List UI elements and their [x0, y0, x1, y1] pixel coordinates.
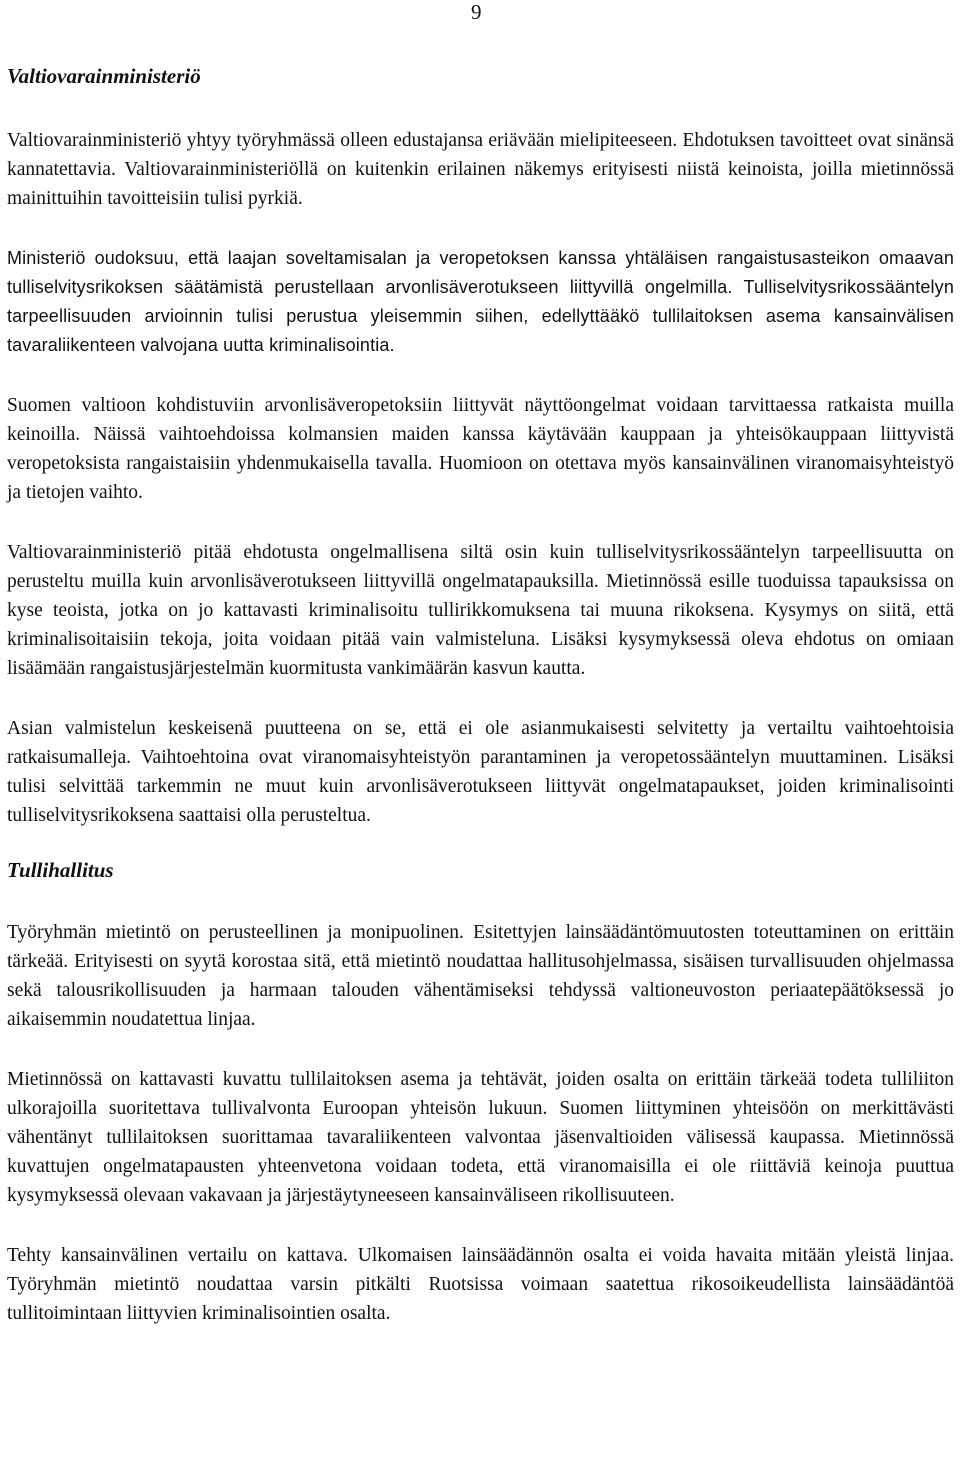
section-heading-tullihallitus: Tullihallitus — [7, 858, 114, 882]
paragraph: Suomen valtioon kohdistuviin arvonlisäveropetoksiin liittyvät näyttöongelmat voidaan tarvittaessa ratkaista muilla keinoilla. Näissä vaihtoehdoissa kolmansien maiden kanssa käytävään kauppaan ja yhteisökauppaan liittyvistä veropetoksista rangaistaisiin yhdenmukaisella tavalla. Huomioon on otettava myös kansainvälinen viranomaisyhteistyö ja tietojen vaihto. — [7, 395, 954, 503]
paragraph: Tehty kansainvälinen vertailu on kattava. Ulkomaisen lainsäädännön osalta ei voida havaita mitään yleistä linjaa. Työryhmän mietintö noudattaa varsin pitkälti Ruotsissa voimaan saatettua rikosoikeudellista lainsäädäntöä tullitoimintaan liittyvien kriminalisointien osalta. — [7, 1245, 954, 1324]
paragraph: Valtiovarainministeriö yhtyy työryhmässä olleen edustajansa eriävään mielipiteeseen. Ehdotuksen tavoitteet ovat sinänsä kannatettavia. Valtiovarainministeriöllä on kuitenkin erilainen näkemys erityisesti niistä keinoista, joilla mietinnössä mainittuihin tavoitteisiin tulisi pyrkiä. — [7, 130, 954, 209]
paragraph: Työryhmän mietintö on perusteellinen ja monipuolinen. Esitettyjen lainsäädäntömuutosten toteuttaminen on erittäin tärkeää. Erityisesti on syytä korostaa sitä, että mietintö noudattaa hallitusohjelmassa, sisäisen turvallisuuden ohjelmassa sekä talousrikollisuuden ja harmaan talouden vähentämiseksi tehdyssä valtioneuvoston periaatepäätöksessä jo aikaisemmin noudatettua linjaa. — [7, 922, 954, 1030]
paragraph: Ministeriö oudoksuu, että laajan soveltamisalan ja veropetoksen kanssa yhtäläisen rangaistusasteikon omaavan tulliselvitysrikoksen säätämistä perustellaan arvonlisäverotukseen liittyvillä ongelmilla. Tulliselvitysrikossääntelyn tarpeellisuuden arvioinnin tulisi perustua yleisemmin siihen, edellyttääkö tullilaitoksen asema kansainvälisen tavaraliikenteen valvojana uutta kriminalisointia. — [7, 248, 954, 355]
page-number: 9 — [471, 0, 482, 24]
paragraph: Mietinnössä on kattavasti kuvattu tullilaitoksen asema ja tehtävät, joiden osalta on erittäin tärkeää todeta tulliliiton ulkorajoilla suoritettava tullivalvonta Euroopan yhteisön lukuun. Suomen liittyminen yhteisöön on merkittävästi vähentänyt tullilaitoksen suorittamaa tavaraliikenteen valvontaa jäsenvaltioiden välisessä kaupassa. Mietinnössä kuvattujen ongelmatapausten yhteenvetona voidaan todeta, että viranomaisilla ei ole riittäviä keinoja puuttua kysymyksessä olevaan vakavaan ja järjestäytyneeseen kansainväliseen rikollisuuteen. — [7, 1069, 954, 1206]
paragraph: Valtiovarainministeriö pitää ehdotusta ongelmallisena siltä osin kuin tulliselvitysrikossääntelyn tarpeellisuutta on perusteltu muilla kuin arvonlisäverotukseen liittyvillä ongelmatapauksilla. Mietinnössä esille tuoduissa tapauksissa on kyse teoista, jotka on jo kattavasti kriminalisoitu tullirikkomuksena tai muuna rikoksena. Kysymys on siitä, että kriminalisoitaisiin tekoja, joita voidaan pitää vain valmisteluna. Lisäksi kysymyksessä oleva ehdotus on omiaan lisäämään rangaistusjärjestelmän kuormitusta vankimäärän kasvun kautta. — [7, 542, 954, 679]
section-heading-valtiovarainministerio: Valtiovarainministeriö — [7, 64, 201, 88]
document-body — [7, 62, 954, 1359]
paragraph: Asian valmistelun keskeisenä puutteena on se, että ei ole asianmukaisesti selvitetty ja vertailtu vaihtoehtoisia ratkaisumalleja. Vaihtoehtoina ovat viranomaisyhteistyön parantaminen ja veropetossääntelyn muuttaminen. Lisäksi tulisi selvittää tarkemmin ne muut kuin arvonlisäverotukseen liittyvät ongelmatapaukset, joiden kriminalisointi tulliselvitysrikoksena saattaisi olla perusteltua. — [7, 718, 954, 826]
